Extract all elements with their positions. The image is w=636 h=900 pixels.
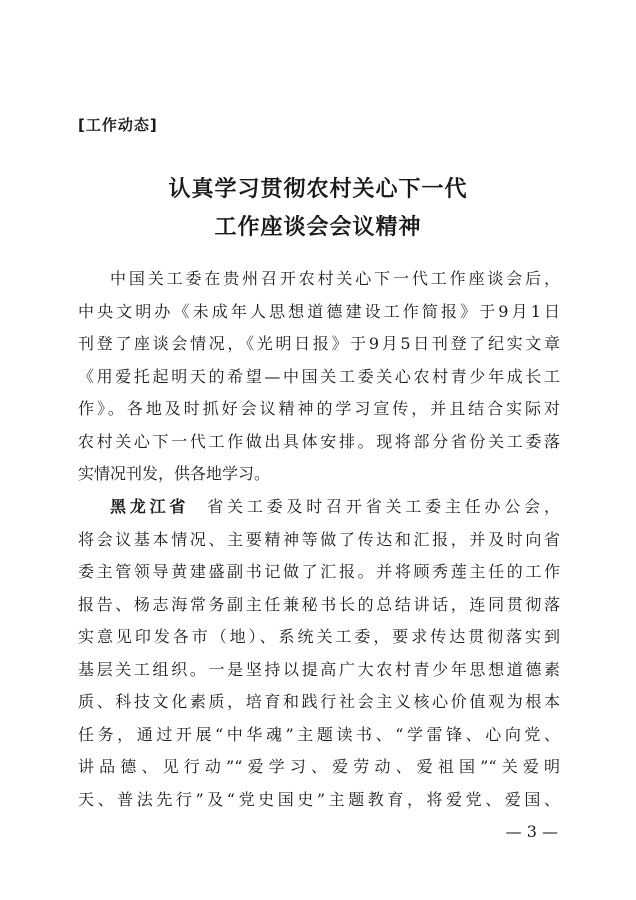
paragraph-line: 天、普法先行”及“党史国史”主题教育，将爱党、爱国、 [78, 789, 560, 809]
paragraph-line: 任务，通过开展“中华魂”主题读书、“学雷锋、心向党、 [78, 724, 560, 744]
paragraph-line: 质、科技文化素质，培育和践行社会主义核心价值观为根本 [78, 692, 560, 711]
paragraph-line: 将会议基本情况、主要精神等做了传达和汇报，并及时向省 [78, 529, 560, 549]
paragraph-line: 基层关工组织。一是坚持以提高广大农村青少年思想道德素 [78, 659, 560, 679]
paragraph-line: 委主管领导黄建盛副书记做了汇报。并将顾秀莲主任的工作 [78, 562, 560, 581]
province-label: 黑龙江省 [110, 497, 190, 516]
paragraph-line: 刊登了座谈会情况，《光明日报》于9月5日刊登了纪实文章 [78, 334, 560, 353]
paragraph-line: 报告、杨志海常务副主任兼秘书长的总结讲话，连同贯彻落 [78, 594, 560, 614]
paragraph-line: 中央文明办《未成年人思想道德建设工作简报》于9月1日 [78, 301, 560, 321]
paragraph-line: 实情况刊发，供各地学习。 [78, 464, 271, 483]
article-title-line-1: 认真学习贯彻农村关心下一代 [168, 177, 468, 202]
paragraph-line: 作》。各地及时抓好会议精神的学习宣传，并且结合实际对 [78, 399, 560, 418]
page-number: — 3 — [505, 822, 558, 841]
paragraph-line: 《用爱托起明天的希望—中国关工委关心农村青少年成长工 [78, 366, 560, 386]
paragraph-line-text: 省关工委及时召开省关工委主任办公会， [207, 497, 560, 516]
article-title-line-2: 工作座谈会会议精神 [214, 215, 422, 240]
paragraph-heilongjiang [78, 491, 560, 816]
paragraph-line: 中国关工委在贵州召开农村关心下一代工作座谈会后， [110, 269, 560, 288]
paragraph-line: 讲品德、见行动”“爱学习、爱劳动、爱祖国”“关爱明 [78, 757, 560, 776]
paragraph-intro [78, 263, 560, 491]
paragraph-line: 农村关心下一代工作做出具体安排。现将部分省份关工委落 [78, 431, 560, 451]
section-tag: [工作动态] [78, 116, 158, 134]
paragraph-first-line [78, 491, 560, 524]
paragraph-line: 实意见印发各市（地）、系统关工委，要求传达贯彻落实到 [78, 627, 560, 646]
